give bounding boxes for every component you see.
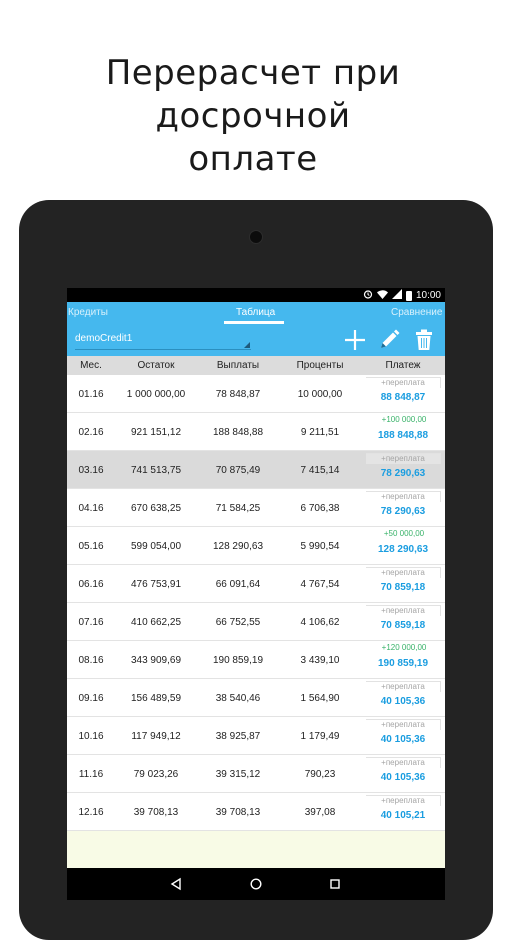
- cell-payment: [363, 793, 443, 831]
- cell-payment: [363, 755, 443, 793]
- recents-icon: [328, 877, 342, 891]
- cell-month: 10.16: [78, 731, 104, 742]
- cell-interest: 790,23: [304, 769, 336, 780]
- cell-interest: 9 211,51: [300, 427, 340, 438]
- cell-interest: 5 990,54: [300, 541, 340, 552]
- headline-line-1: Перерасчет при: [105, 53, 401, 93]
- payment-amount: 188 848,88: [377, 430, 429, 441]
- cell-balance: 410 662,25: [130, 617, 182, 628]
- overpayment-field[interactable]: +переплата: [366, 377, 441, 388]
- cell-month: 01.16: [78, 389, 104, 400]
- cell-payment: [363, 641, 443, 679]
- cell-payment: [363, 717, 443, 755]
- cell-payments: 70 875,49: [215, 465, 261, 476]
- cell-month: 09.16: [78, 693, 104, 704]
- cell-payments: 39 315,12: [215, 769, 261, 780]
- cell-interest: 4 767,54: [300, 579, 340, 590]
- cell-payments: 78 848,87: [215, 389, 261, 400]
- cell-payment: [363, 489, 443, 527]
- cell-balance: 79 023,26: [133, 769, 179, 780]
- table-row[interactable]: [67, 565, 445, 603]
- cell-interest: 10 000,00: [297, 389, 343, 400]
- cell-month: 03.16: [78, 465, 104, 476]
- app-screen: [67, 288, 445, 900]
- status-time: 10:00: [415, 290, 441, 301]
- cell-payments: 66 091,64: [215, 579, 261, 590]
- delete-trash-icon: [412, 328, 436, 352]
- payment-amount: 78 290,63: [380, 506, 426, 517]
- cell-balance: 476 753,91: [130, 579, 182, 590]
- table-row[interactable]: [67, 717, 445, 755]
- table-row[interactable]: [67, 489, 445, 527]
- cell-balance: 117 949,12: [131, 731, 181, 742]
- table-row[interactable]: [67, 527, 445, 565]
- cell-interest: 6 706,38: [300, 503, 340, 514]
- tab-bar: [67, 302, 445, 324]
- promo-headline: [0, 52, 506, 181]
- overpayment-field[interactable]: +переплата: [366, 605, 441, 616]
- table-row[interactable]: [67, 413, 445, 451]
- credit-select-value: demoCredit1: [75, 333, 133, 344]
- cell-balance: 921 151,12: [130, 427, 182, 438]
- toolbar: [67, 324, 445, 356]
- col-interest: Проценты: [296, 360, 344, 371]
- overpayment-field[interactable]: +переплата: [366, 719, 441, 730]
- overpayment-field[interactable]: +переплата: [366, 491, 441, 502]
- cell-month: 12.16: [78, 807, 104, 818]
- cell-balance: 156 489,59: [130, 693, 182, 704]
- dropdown-arrow-icon: [244, 342, 250, 348]
- cell-balance: 343 909,69: [130, 655, 182, 666]
- cell-payments: 39 708,13: [215, 807, 261, 818]
- cell-balance: 670 638,25: [130, 503, 182, 514]
- cell-interest: 1 564,90: [300, 693, 340, 704]
- back-button[interactable]: [169, 877, 183, 891]
- cell-month: 04.16: [78, 503, 104, 514]
- table-row[interactable]: [67, 451, 445, 489]
- cell-balance: 599 054,00: [130, 541, 182, 552]
- table-footer-area: [67, 831, 445, 868]
- tab-table[interactable]: Таблица: [236, 307, 276, 318]
- android-nav-bar: [67, 868, 445, 900]
- home-icon: [249, 877, 263, 891]
- table-header: [67, 356, 445, 375]
- cell-payment: [363, 527, 443, 565]
- payment-amount: 70 859,18: [380, 620, 426, 631]
- cell-payment: [363, 413, 443, 451]
- payment-amount: 190 859,19: [377, 658, 429, 669]
- signal-icon: [392, 289, 402, 303]
- credit-select[interactable]: [75, 330, 251, 350]
- tab-credits[interactable]: Кредиты: [68, 307, 108, 318]
- cell-payments: 188 848,88: [212, 427, 264, 438]
- edit-button[interactable]: [377, 328, 401, 352]
- cell-payment: [363, 451, 443, 489]
- add-button[interactable]: [343, 328, 367, 352]
- payment-amount: 40 105,36: [380, 696, 426, 707]
- cell-payments: 128 290,63: [212, 541, 264, 552]
- overpayment-field[interactable]: +переплата: [366, 681, 441, 692]
- col-month: Мес.: [80, 360, 102, 371]
- overpayment-field[interactable]: +переплата: [366, 567, 441, 578]
- headline-line-2: досрочной: [155, 96, 351, 136]
- overpayment-field[interactable]: +переплата: [366, 795, 441, 806]
- overpayment-field[interactable]: +переплата: [366, 453, 441, 464]
- cell-payments: 190 859,19: [212, 655, 264, 666]
- cell-payments: 71 584,25: [215, 503, 261, 514]
- overpayment-field[interactable]: +50 000,00: [383, 529, 425, 538]
- cell-interest: 397,08: [304, 807, 336, 818]
- table-row[interactable]: [67, 679, 445, 717]
- table-row[interactable]: [67, 603, 445, 641]
- payment-amount: 40 105,36: [380, 734, 426, 745]
- payment-amount: 70 859,18: [380, 582, 426, 593]
- cell-balance: 741 513,75: [130, 465, 182, 476]
- payment-amount: 40 105,36: [380, 772, 426, 783]
- delete-button[interactable]: [412, 328, 436, 352]
- cell-interest: 1 179,49: [300, 731, 340, 742]
- table-row[interactable]: [67, 375, 445, 413]
- schedule-table-body: [67, 375, 445, 831]
- col-balance: Остаток: [137, 360, 175, 371]
- alarm-icon: [363, 289, 373, 303]
- home-button[interactable]: [249, 877, 263, 891]
- cell-payments: 38 925,87: [215, 731, 261, 742]
- cell-payments: 38 540,46: [215, 693, 261, 704]
- recents-button[interactable]: [328, 877, 342, 891]
- cell-payment: [363, 679, 443, 717]
- col-payment: Платеж: [385, 360, 421, 371]
- cell-payment: [363, 565, 443, 603]
- cell-interest: 4 106,62: [300, 617, 340, 628]
- table-row[interactable]: [67, 793, 445, 831]
- battery-icon: [406, 291, 412, 301]
- cell-balance: 1 000 000,00: [126, 389, 186, 400]
- cell-month: 11.16: [78, 769, 104, 780]
- headline-line-3: оплате: [188, 139, 318, 179]
- tab-comparison[interactable]: Сравнение: [391, 307, 443, 318]
- front-camera: [250, 231, 262, 243]
- overpayment-field[interactable]: +120 000,00: [381, 643, 427, 652]
- payment-amount: 128 290,63: [377, 544, 429, 555]
- cell-month: 07.16: [78, 617, 104, 628]
- cell-month: 06.16: [78, 579, 104, 590]
- payment-amount: 78 290,63: [380, 468, 426, 479]
- cell-interest: 3 439,10: [300, 655, 340, 666]
- cell-month: 05.16: [78, 541, 104, 552]
- payment-amount: 88 848,87: [380, 392, 426, 403]
- cell-month: 08.16: [78, 655, 104, 666]
- cell-balance: 39 708,13: [133, 807, 179, 818]
- edit-pencil-icon: [377, 328, 401, 352]
- cell-month: 02.16: [78, 427, 104, 438]
- add-icon: [343, 328, 367, 352]
- back-icon: [169, 877, 183, 891]
- table-row[interactable]: [67, 755, 445, 793]
- cell-payment: [363, 375, 443, 413]
- table-row[interactable]: [67, 641, 445, 679]
- cell-payment: [363, 603, 443, 641]
- overpayment-field[interactable]: +переплата: [366, 757, 441, 768]
- cell-payments: 66 752,55: [215, 617, 261, 628]
- payment-amount: 40 105,21: [380, 810, 426, 821]
- wifi-icon: [377, 289, 388, 303]
- overpayment-field[interactable]: +100 000,00: [381, 415, 427, 424]
- col-payments: Выплаты: [216, 360, 260, 371]
- cell-interest: 7 415,14: [300, 465, 340, 476]
- status-bar: [67, 288, 445, 302]
